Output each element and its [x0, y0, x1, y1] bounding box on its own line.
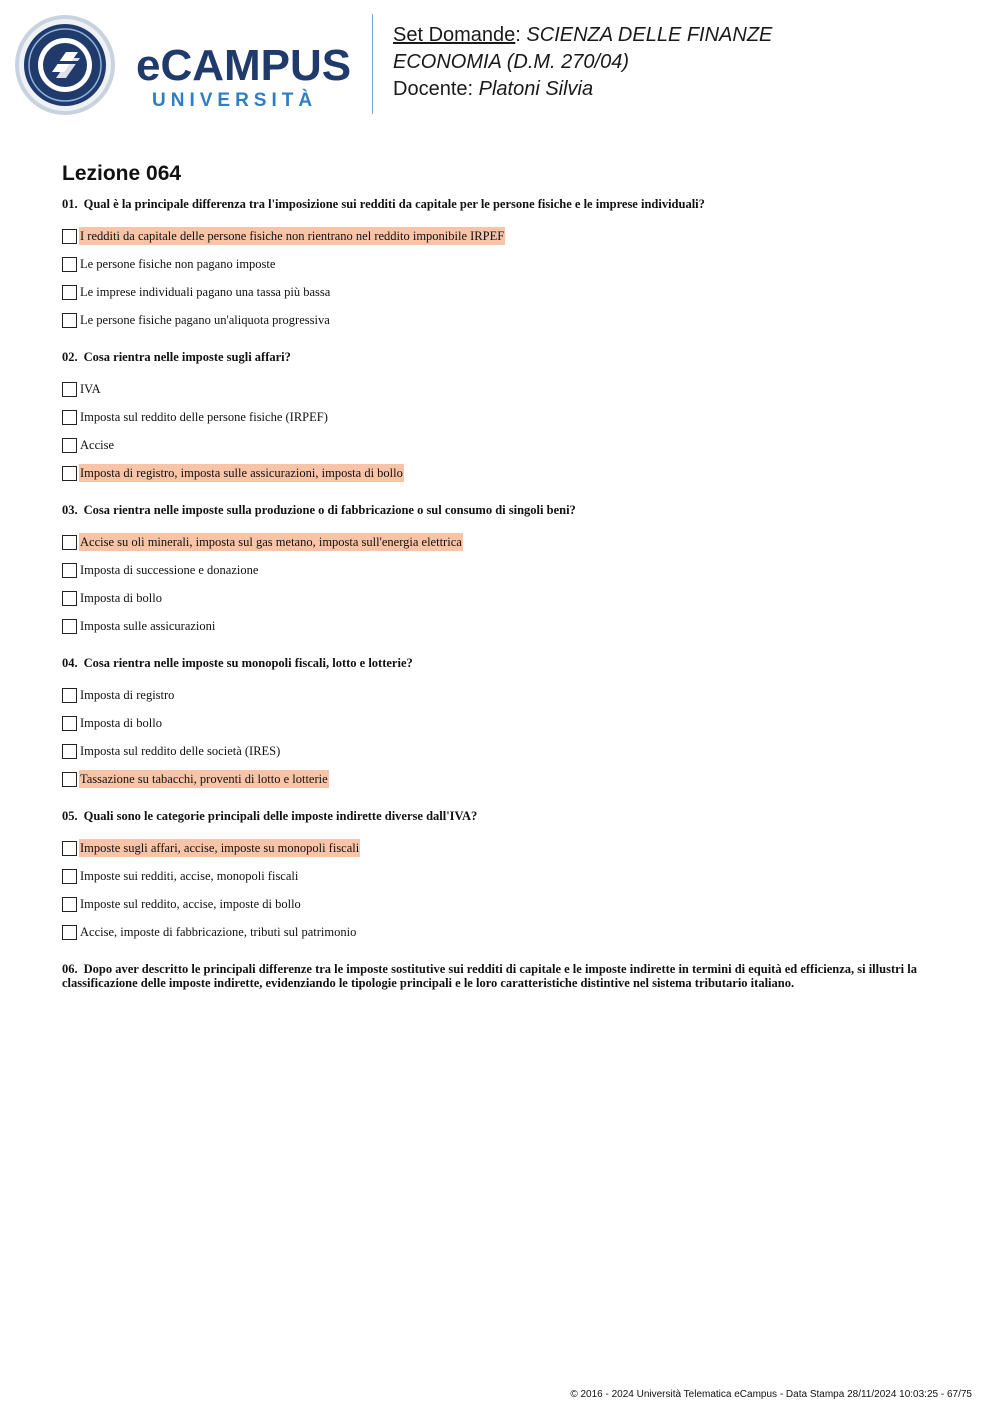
- answer-option[interactable]: [62, 737, 942, 765]
- answer-option[interactable]: [62, 375, 942, 403]
- answer-checkbox[interactable]: [62, 897, 77, 912]
- question-text: [62, 197, 942, 211]
- header-divider: [372, 14, 373, 114]
- answer-option[interactable]: [62, 890, 942, 918]
- set-label: Set Domande: [393, 24, 516, 46]
- answer-label: Imposta sulle assicurazioni: [80, 619, 216, 633]
- answer-label: Imposte sui redditi, accise, monopoli fiscali: [80, 869, 299, 883]
- brand-subtitle: UNIVERSITÀ: [152, 90, 318, 111]
- set-value: SCIENZA DELLE FINANZE: [526, 24, 773, 46]
- brand-name: eCAMPUS: [136, 41, 352, 90]
- answer-label: Le persone fisiche pagano un'aliquota progressiva: [80, 313, 330, 327]
- teacher-name: Platoni Silvia: [478, 78, 594, 100]
- answer-checkbox[interactable]: [62, 410, 77, 425]
- brand-wordmark: [136, 41, 358, 112]
- answer-option[interactable]: [62, 250, 942, 278]
- answer-option[interactable]: [62, 306, 942, 334]
- university-seal-icon: [14, 14, 116, 116]
- answer-checkbox[interactable]: [62, 535, 77, 550]
- question-block: [62, 350, 942, 487]
- answer-label: Imposta di registro: [80, 688, 175, 702]
- answer-label-highlighted: I redditi da capitale delle persone fisiche non rientrano nel reddito imponibile IRPEF: [80, 229, 505, 243]
- answer-option[interactable]: [62, 765, 942, 793]
- answer-option[interactable]: [62, 278, 942, 306]
- teacher-label: Docente: [393, 78, 468, 100]
- answer-checkbox[interactable]: [62, 772, 77, 787]
- answer-option[interactable]: [62, 222, 942, 250]
- question-text: [62, 656, 942, 670]
- answer-checkbox[interactable]: [62, 466, 77, 481]
- question-list: [62, 197, 942, 1006]
- answer-label: Imposta di bollo: [80, 716, 162, 730]
- answer-label: Imposta sul reddito delle persone fisiche (IRPEF): [80, 410, 328, 424]
- question-label: Cosa rientra nelle imposte sugli affari?: [83, 350, 291, 364]
- question-number: 01.: [62, 197, 78, 211]
- answer-option[interactable]: [62, 862, 942, 890]
- question-block: [62, 962, 942, 990]
- answer-option[interactable]: [62, 403, 942, 431]
- answer-label: Le imprese individuali pagano una tassa più bassa: [80, 285, 331, 299]
- answer-option[interactable]: [62, 709, 942, 737]
- question-number: 02.: [62, 350, 78, 364]
- set-line: Set Domande: SCIENZA DELLE FINANZE: [393, 24, 773, 46]
- question-block: [62, 809, 942, 946]
- question-number: 03.: [62, 503, 78, 517]
- answer-checkbox[interactable]: [62, 716, 77, 731]
- answer-checkbox[interactable]: [62, 313, 77, 328]
- question-block: [62, 656, 942, 793]
- question-text: [62, 350, 942, 364]
- answer-label: Accise: [80, 438, 115, 452]
- answer-checkbox[interactable]: [62, 688, 77, 703]
- question-text: [62, 503, 942, 517]
- answer-label: Imposta di successione e donazione: [80, 563, 259, 577]
- answer-checkbox[interactable]: [62, 285, 77, 300]
- teacher-line: Docente: Platoni Silvia: [393, 78, 594, 100]
- footer-copyright: © 2016 - 2024 Università Telematica eCampus - Data Stampa 28/11/2024 10:03:25 - 67/75: [570, 1389, 972, 1400]
- ecampus-logo: [14, 14, 359, 118]
- answer-checkbox[interactable]: [62, 744, 77, 759]
- course-name: ECONOMIA (D.M. 270/04): [393, 51, 629, 73]
- answer-checkbox[interactable]: [62, 229, 77, 244]
- answer-option[interactable]: [62, 681, 942, 709]
- question-label: Cosa rientra nelle imposte su monopoli fiscali, lotto e lotterie?: [83, 656, 413, 670]
- answer-option[interactable]: [62, 528, 942, 556]
- answer-checkbox[interactable]: [62, 591, 77, 606]
- answer-checkbox[interactable]: [62, 619, 77, 634]
- answer-label-highlighted: Imposta di registro, imposta sulle assicurazioni, imposta di bollo: [80, 466, 403, 480]
- answer-label: Le persone fisiche non pagano imposte: [80, 257, 276, 271]
- answer-checkbox[interactable]: [62, 382, 77, 397]
- answer-checkbox[interactable]: [62, 925, 77, 940]
- question-label: Cosa rientra nelle imposte sulla produzione o di fabbricazione o sul consumo di singoli beni?: [83, 503, 576, 517]
- lesson-title: Lezione 064: [62, 162, 182, 185]
- question-number: 04.: [62, 656, 78, 670]
- question-number: 05.: [62, 809, 78, 823]
- answer-label: Accise, imposte di fabbricazione, tributi sul patrimonio: [80, 925, 357, 939]
- answer-checkbox[interactable]: [62, 869, 77, 884]
- course-info: [393, 22, 983, 103]
- question-block: [62, 197, 942, 334]
- answer-label-highlighted: Accise su oli minerali, imposta sul gas metano, imposta sull'energia elettrica: [80, 535, 462, 549]
- answer-option[interactable]: [62, 612, 942, 640]
- answer-checkbox[interactable]: [62, 563, 77, 578]
- answer-checkbox[interactable]: [62, 257, 77, 272]
- answer-checkbox[interactable]: [62, 841, 77, 856]
- answer-label: Imposta sul reddito delle società (IRES): [80, 744, 281, 758]
- question-label: Dopo aver descritto le principali differenze tra le imposte sostitutive sui redditi di capitale e le imposte indirette in termini di equità ed efficienza, si illustri la classificazione delle imposte indirette, evidenziando le tipologie principali e le loro caratteristiche distintive nel sistema tributario italiano.: [62, 962, 917, 990]
- question-text: [62, 809, 942, 823]
- answer-option[interactable]: [62, 459, 942, 487]
- answer-option[interactable]: [62, 584, 942, 612]
- answer-option[interactable]: [62, 918, 942, 946]
- answer-option[interactable]: [62, 556, 942, 584]
- question-label: Quali sono le categorie principali delle imposte indirette diverse dall'IVA?: [83, 809, 478, 823]
- answer-label-highlighted: Tassazione su tabacchi, proventi di lotto e lotterie: [80, 772, 328, 786]
- answer-option[interactable]: [62, 431, 942, 459]
- answer-label: Imposte sul reddito, accise, imposte di bollo: [80, 897, 301, 911]
- answer-label: IVA: [80, 382, 101, 396]
- question-label: Qual è la principale differenza tra l'imposizione sui redditi da capitale per le persone fisiche e le imprese individuali?: [83, 197, 705, 211]
- answer-checkbox[interactable]: [62, 438, 77, 453]
- question-number: 06.: [62, 962, 78, 976]
- question-text: [62, 962, 942, 990]
- question-block: [62, 503, 942, 640]
- answer-option[interactable]: [62, 834, 942, 862]
- answer-label: Imposta di bollo: [80, 591, 162, 605]
- answer-label-highlighted: Imposte sugli affari, accise, imposte su monopoli fiscali: [80, 841, 360, 855]
